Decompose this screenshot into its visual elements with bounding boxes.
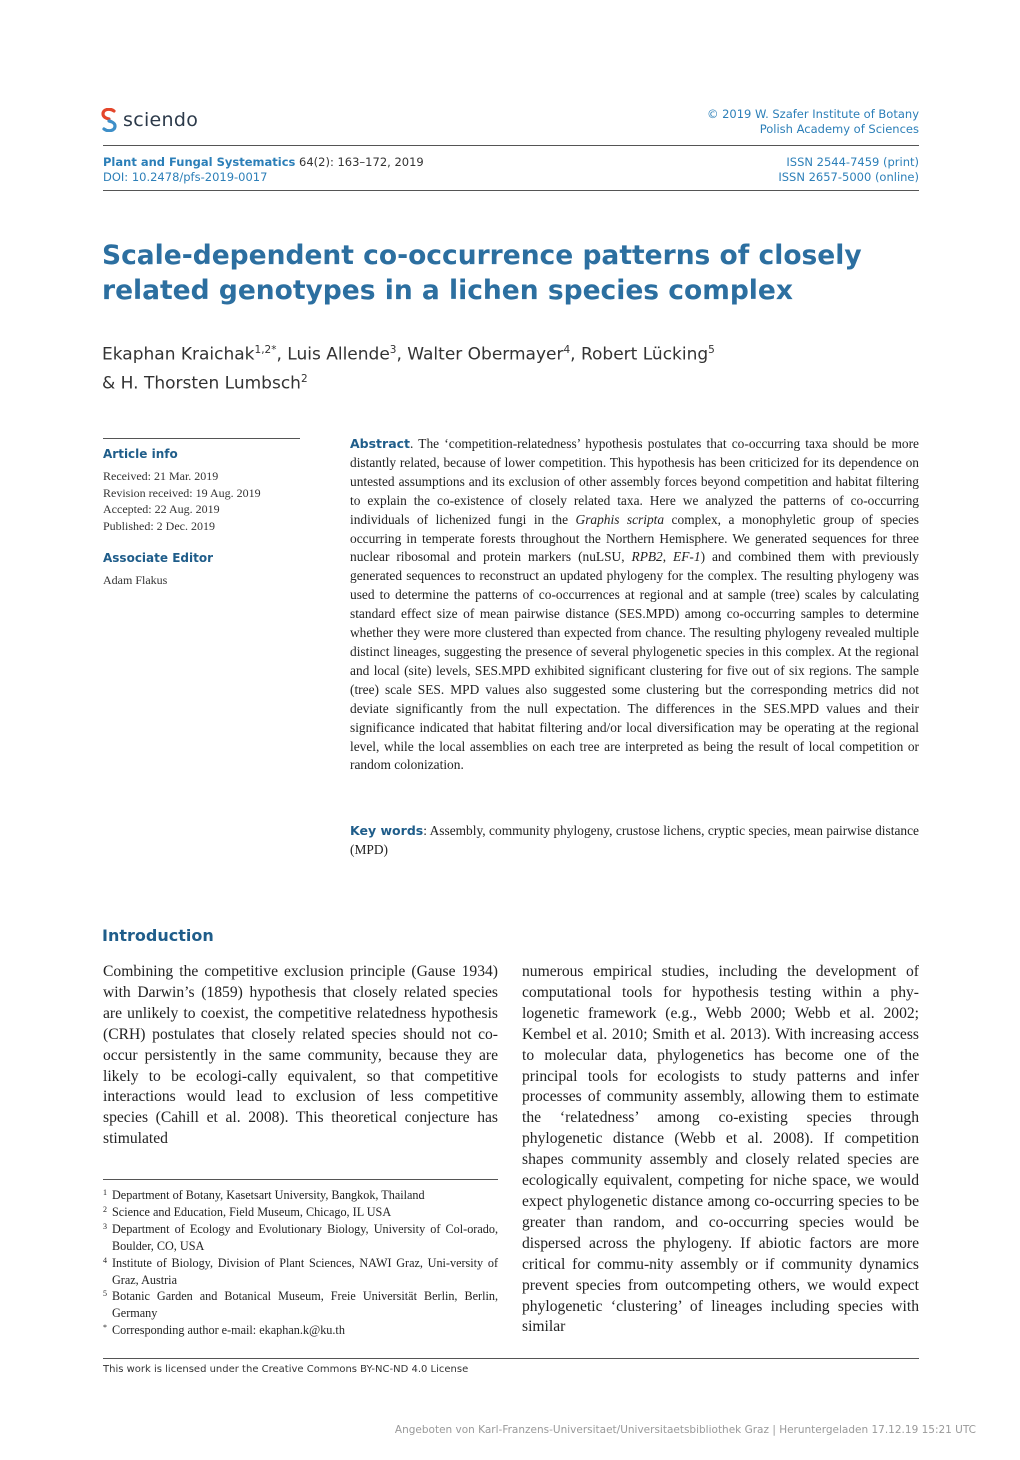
author-name: Robert Lücking: [580, 344, 709, 365]
keywords-text: : Assembly, community phylogeny, crustose lichens, cryptic species, mean pairwise distance (MPD): [350, 823, 919, 857]
gene-name: EF-1: [673, 549, 701, 565]
footnote: 5 Botanic Garden and Botanical Museum, Freie Universität Berlin, Berlin, Germany: [103, 1289, 498, 1321]
author-name: & H. Thorsten Lumbsch: [102, 373, 301, 394]
download-stamp: Angeboten von Karl-Franzens-Universitaet/Universitaetsbibliothek Graz | Heruntergeladen 17.12.19 15:21 UTC: [394, 1424, 976, 1436]
issn-print: ISSN 2544-7459 (print): [786, 155, 919, 169]
keywords-label: Key words: [350, 823, 424, 838]
copyright-block: [707, 107, 919, 137]
taxon-name: Graphis scripta: [575, 511, 665, 527]
keywords: [350, 821, 919, 859]
accepted-date: Accepted: 22 Aug. 2019: [103, 502, 220, 516]
author-affiliation: 1,2*: [254, 344, 277, 356]
author-affiliation: 4: [563, 344, 571, 356]
article-title: Scale-dependent co-occurrence patterns of closely related genotypes in a lichen species complex: [102, 240, 862, 306]
footnote: 4 Institute of Biology, Division of Plant Sciences, NAWI Graz, Uni-versity of Graz, Austria: [103, 1255, 498, 1287]
footnote: 2 Science and Education, Field Museum, Chicago, IL USA: [103, 1204, 392, 1219]
published-date: Published: 2 Dec. 2019: [103, 518, 215, 533]
body-text-left-column: Combining the competitive exclusion principle (Gause 1934) with Darwin’s (1859) hypothesis that closely related species are unlikely to coexist, the competitive relatedness hypothesis (CRH) postulates that closely related species should not co-occur persistently in the same community, because they are likely to be ecologi-cally equivalent, so that competitive interactions would lead to exclusion of less competitive species (Cahill et al. 2008). This theoretical conjecture has stimulated: [103, 963, 498, 1148]
received-date: Received: 21 Mar. 2019: [103, 469, 219, 483]
copyright-line: © 2019 W. Szafer Institute of Botany: [706, 107, 919, 121]
section-heading-introduction: Introduction: [102, 926, 214, 945]
header-bottom-rule: [103, 190, 919, 191]
abstract: Abstract. The ‘competition-relatedness’ hypothesis postulates that co-occurring taxa should be more distantly related, because of lower competition. This hypothesis has been criticized for its dependence on untested assumptions and its exclusion of other assembly forces beyond competition and habitat filtering to explain the co-existence of closely related taxa. Here we analyzed the patterns of co-occurring individuals of lichenized fungi in the Graphis scripta complex, a monophyletic group of species occurring in temperate forests throughout the Northern Hemisphere. We generated sequences for three nuclear ribosomal and protein markers (nuLSU, RPB2, EF-1) and combined them with previously generated sequences to reconstruct an updated phylogeny for the complex. The resulting phylogeny was used to determine the patterns of co-occurrences at regional and at sample (tree) scales by calculating standard effect size of mean pairwise distance (SES.MPD) among co-occurring samples to determine whether they were more clustered than expected from chance. The resulting phylogeny revealed multiple distinct lineages, suggesting the presence of several phylogenetic species in this complex. At the regional and local (site) levels, SES.MPD exhibited significant clustering for five out of six regions. The sample (tree) scale SES. MPD values also suggested some clustering but the corresponding metrics did not deviate significantly from the null expectation. The differences in the SES.MPD values and their significance indicated that habitat filtering and/or local diversification may be operating at the regional level, while the local assemblies on each tree are interpreted as being the result of local competition or random colonization.: [350, 436, 919, 773]
journal-volume: 64(2): 163–172, 2019: [295, 155, 424, 169]
article-dates: [103, 468, 303, 534]
associate-editor-name: Adam Flakus: [103, 573, 168, 587]
revision-date: Revision received: 19 Aug. 2019: [103, 485, 261, 500]
issn-online: ISSN 2657-5000 (online): [778, 170, 919, 184]
sciendo-logo-icon: [101, 108, 117, 132]
footnote: 3 Department of Ecology and Evolutionary Biology, University of Col-orado, Boulder, CO, USA: [103, 1221, 498, 1253]
logo-wordmark: sciendo: [123, 109, 199, 131]
author-name: Luis Allende: [287, 344, 390, 365]
license-note[interactable]: This work is licensed under the Creative Commons BY-NC-ND 4.0 License: [103, 1364, 469, 1375]
body-text-right-column: numerous empirical studies, including the development of computational tools for hypothesis testing within a phy-logenetic framework (e.g., Webb 2000; Webb et al. 2002; Kembel et al. 2010; Smith et al. 2013). With increasing access to molecular data, phylogenetics has become one of the principal tools for ecologists to study patterns and infer processes of community assembly, allowing them to estimate the ‘relatedness’ among co-existing species through phylogenetic distance (Webb et al. 2008). If competition shapes community assembly and closely related species are ecologically equivalent, competing for niche space, we would expect phylogenetic distance among co-occurring species to be greater than random, and co-occurring species would be dispersed across the phylogeny. If abiotic factors are more critical for commu-nity assembly or if community dynamics prevent species from outcompeting others, we would expect phylogenetic ‘clustering’ of lineages including species with similar: [522, 963, 919, 1336]
abstract-label: Abstract: [350, 436, 411, 451]
sciendo-logo: [101, 106, 221, 134]
footer-rule: [103, 1358, 919, 1359]
associate-editor-heading: Associate Editor: [103, 551, 213, 565]
footnote-corresponding-author: * Corresponding author e-mail: ekaphan.k@ku.th: [103, 1323, 345, 1338]
author-name: Ekaphan Kraichak: [102, 344, 255, 365]
footnote: 1 Department of Botany, Kasetsart University, Bangkok, Thailand: [103, 1188, 425, 1202]
article-info-heading: Article info: [103, 447, 178, 461]
gene-name: RPB2: [631, 549, 663, 565]
journal-name[interactable]: Plant and Fungal Systematics: [103, 155, 296, 169]
author-affiliation: 3: [389, 344, 397, 356]
author-name: Walter Obermayer: [407, 344, 564, 365]
institution-line: Polish Academy of Sciences: [759, 122, 919, 136]
header-rule: [103, 145, 919, 146]
doi-link[interactable]: DOI: 10.2478/pfs-2019-0017: [103, 170, 268, 184]
journal-citation: [103, 155, 424, 185]
author-list: Ekaphan Kraichak$^{1,2*}$, Luis Allende$^3$, Walter Obermayer$^4$, Robert Lücking$^5$ & H. Thorsten Lumbsch$^2$: [102, 344, 715, 394]
article-info-rule: [103, 438, 300, 439]
author-affiliation: 2: [300, 372, 308, 385]
affiliation-footnotes: [103, 1187, 498, 1339]
author-affiliation: 5: [708, 344, 715, 356]
issn-block: [778, 155, 919, 185]
footnote-rule: [103, 1179, 498, 1180]
